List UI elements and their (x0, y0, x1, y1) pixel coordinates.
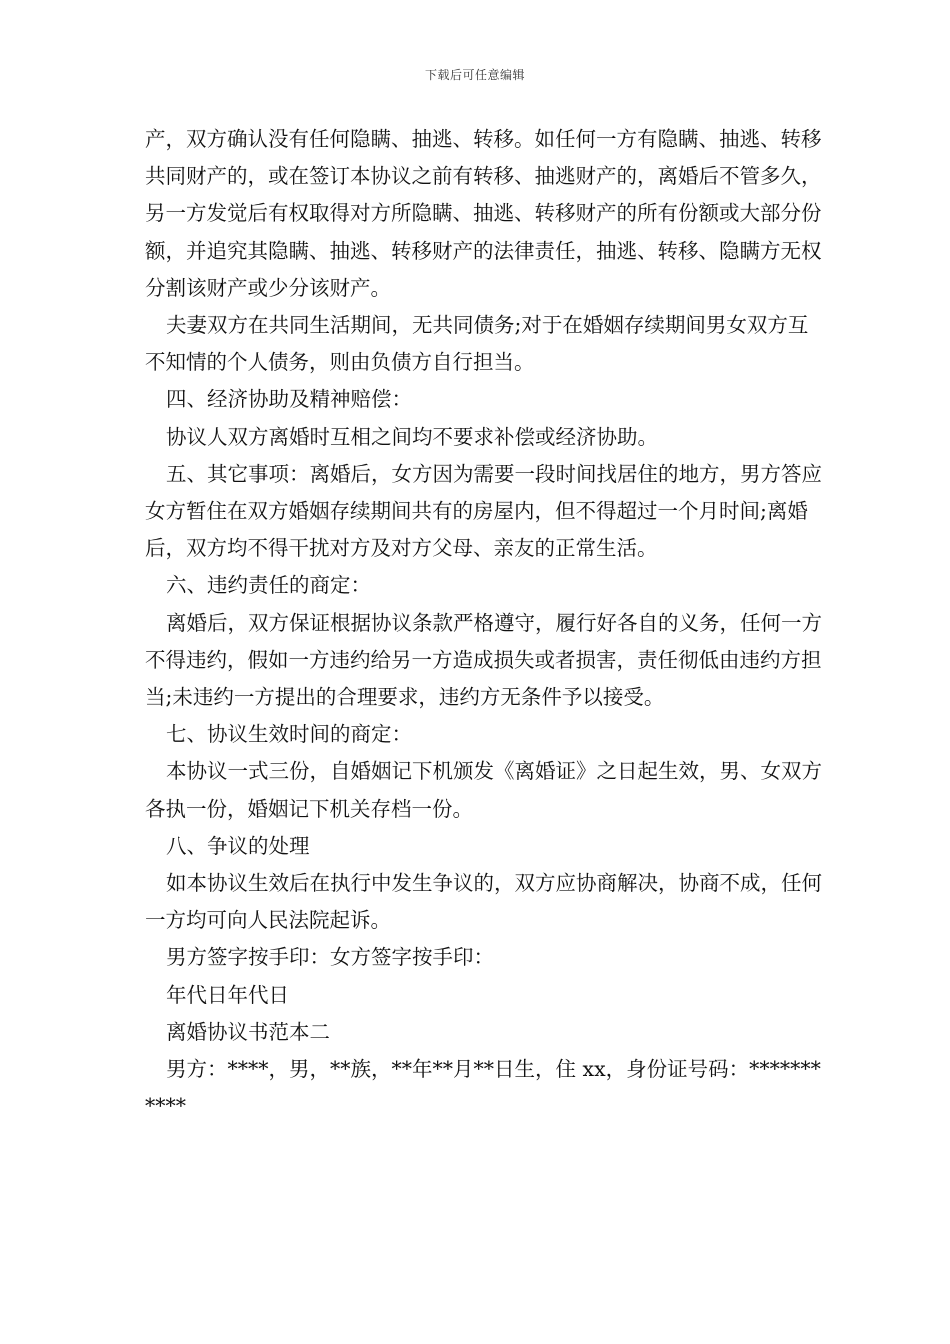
page-header-note: 下载后可任意编辑 (424, 68, 525, 82)
date-line: 年代日年代日 (166, 982, 289, 1007)
section-heading-disputes: 八、争议的处理 (166, 833, 310, 858)
paragraph-economic-aid: 协议人双方离婚时互相之间均不要求补偿或经济协助。 (166, 424, 658, 449)
template-two-title: 离婚协议书范本二 (166, 1019, 330, 1044)
section-heading-economic-aid: 四、经济协助及精神赔偿： (166, 387, 412, 412)
paragraph-property-disclosure: 产，双方确认没有任何隐瞒、抽逃、转移。如任何一方有隐瞒、抽逃、转移共同财产的，或在签订本协议之前有转移、抽逃财产的，离婚后不管多久，另一方发觉后有权取得对方所隐瞒、抽逃、转移财产的所有份额或大部分份额，并追究其隐瞒、抽逃、转移财产的法律责任，抽逃、转移、隐瞒方无权分割该财产或少分该财产。 (145, 127, 822, 300)
male-party-info: 男方：****，男，**族，**年**月**日生，住 xx，身份证号码：*********** (145, 1057, 821, 1119)
paragraph-effective-date: 本协议一式三份，自婚姻记下机颁发《离婚证》之日起生效，男、女双方各执一份，婚姻记下机关存档一份。 (145, 759, 822, 821)
section-heading-effective-date: 七、协议生效时间的商定： (166, 722, 412, 747)
paragraph-debts: 夫妻双方在共同生活期间，无共同债务;对于在婚姻存续期间男女双方互不知情的个人债务，则由负债方自行担当。 (145, 313, 809, 375)
signature-line: 男方签字按手印：女方签字按手印： (166, 945, 494, 970)
paragraph-other-matters: 五、其它事项：离婚后，女方因为需要一段时间找居住的地方，男方答应女方暂住在双方婚姻存续期间共有的房屋内，但不得超过一个月时间;离婚后，双方均不得干扰对方及对方父母、亲友的正常生活。 (145, 461, 822, 561)
section-heading-breach: 六、违约责任的商定： (166, 573, 371, 598)
paragraph-disputes: 如本协议生效后在执行中发生争议的，双方应协商解决，协商不成，任何一方均可向人民法院起诉。 (145, 871, 822, 933)
paragraph-breach: 离婚后，双方保证根据协议条款严格遵守，履行好各自的义务，任何一方不得违约，假如一方违约给另一方造成损失或者损害，责任彻低由违约方担当;未违约一方提出的合理要求，违约方无条件予以接受。 (145, 610, 822, 710)
document-body (145, 121, 825, 1125)
